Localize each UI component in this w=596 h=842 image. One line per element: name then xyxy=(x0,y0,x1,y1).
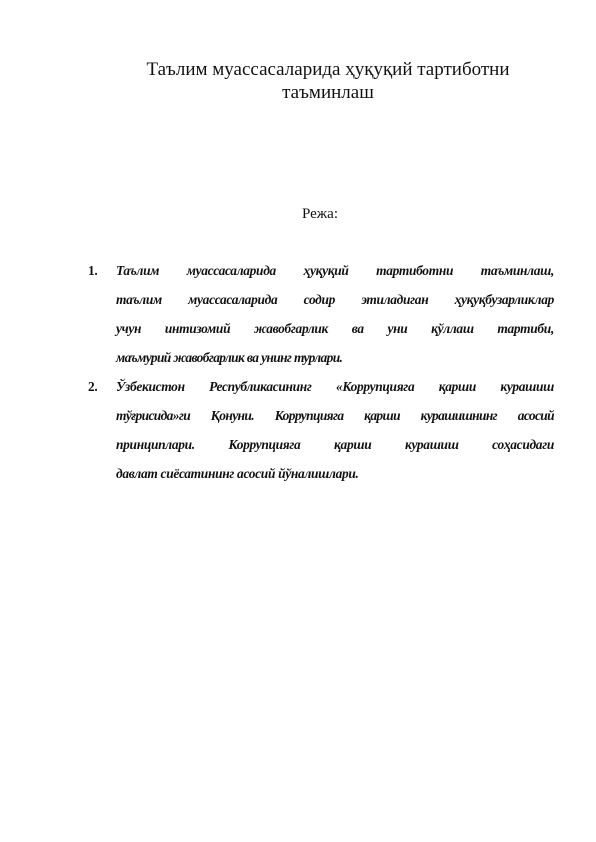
plan-item-2 xyxy=(88,372,554,488)
document-title-line-1: Таълим муассасаларида ҳуқуқий тартиботни xyxy=(146,59,510,80)
plan-item-1-line-3: учун интизомий жавобгарлик ва уни қўллаш тартиби, xyxy=(116,321,554,336)
plan-list xyxy=(88,256,554,488)
plan-item-number: 1. xyxy=(88,263,98,278)
plan-item-1-line-1: Таълим муассасаларида ҳуқуқий тартиботни таъминлаш, xyxy=(116,263,554,278)
plan-item-2-line-2: тўғрисида»ги Қонуни. Коррупцияга қарши курашишнинг асосий xyxy=(116,408,554,423)
document-title xyxy=(80,58,576,104)
plan-item-1 xyxy=(88,256,554,372)
document-title-line-2: таъминлаш xyxy=(282,82,374,103)
plan-item-1-line-4: маъмурий жавобгарлик ва унинг турлари. xyxy=(116,350,343,365)
plan-item-2-line-4: давлат сиёсатининг асосий йўналишлари. xyxy=(116,466,359,481)
plan-item-number: 2. xyxy=(88,379,98,394)
plan-item-2-line-3: принциплари. Коррупцияга қарши курашиш соҳасидаги xyxy=(116,437,554,452)
plan-item-2-line-1: Ўзбекистон Республикасининг «Коррупцияга қарши курашиш xyxy=(116,379,554,394)
plan-item-1-line-2: таълим муассасаларида содир этиладиган ҳуқуқбузарликлар xyxy=(116,292,554,307)
plan-heading: Режа: xyxy=(302,206,338,222)
